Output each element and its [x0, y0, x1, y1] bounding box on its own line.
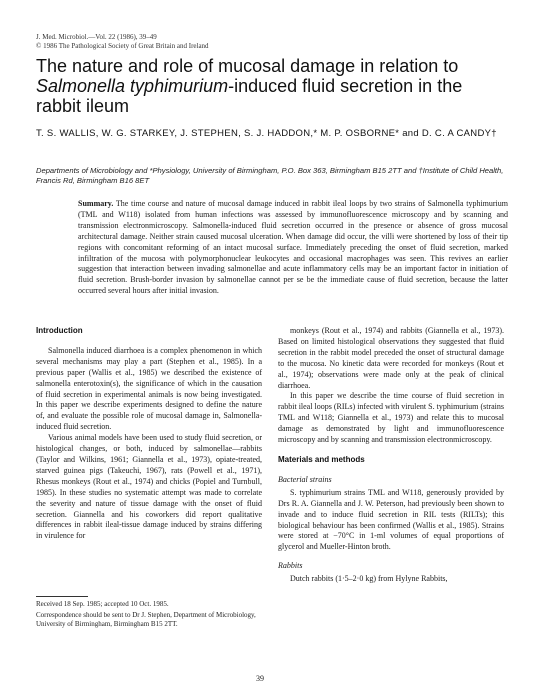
right-paragraph-2: In this paper we describe the time course of fluid secretion in rabbit ileal loops (RILs) infected with virulent S. typhimurium (strains TML and W118; Giannella et al., 1973) and relate this to mucosal damage as demonstrated by light and immunofluorescence microscopy and by scanning and transmission electronmicroscopy.: [278, 391, 504, 445]
title-organism: Salmonella typhimurium: [36, 76, 229, 96]
bacterial-strains-subheading: Bacterial strains: [278, 474, 332, 484]
summary-label: Summary.: [78, 199, 114, 208]
introduction-heading: Introduction: [36, 326, 83, 335]
footnote-rule: [36, 596, 88, 597]
journal-citation: J. Med. Microbiol.—Vol. 22 (1986), 39–49: [36, 33, 157, 41]
affiliations: Departments of Microbiology and *Physiology, University of Birmingham, P.O. Box 363, Birmingham B15 2TT and †Institute of Child Health, Francis Rd, Birmingham B16 8ET: [36, 166, 504, 185]
author-list: T. S. WALLIS, W. G. STARKEY, J. STEPHEN, S. J. HADDON,* M. P. OSBORNE* and D. C. A CANDY†: [36, 128, 497, 139]
summary-text: The time course and nature of mucosal damage induced in rabbit ileal loops by two strains of Salmonella typhimurium (TML and W118) isolated from human infections was assessed by immunofluorescence microscopy and by scanning and transmission electronmicroscopy. Salmonella-induced fluid secretion occurred in the presence or absence of gross mucosal architectural damage. Neither strain caused mucosal ulceration. When damage did occur, the villi were shortened by loss of their tip regions with concomitant reforming of an intact mucosal surface. Immediately preceding the onset of fluid secretion, marked infiltration of the mucosa with polymorphonuclear leukocytes and occasional macrophages was seen. This revives an earlier suggestion that interaction between invading salmonellae and acute inflammatory cells may be an important factor in initiation of fluid secretion. Brush-border invasion by salmonellae cannot per se be the immediate cause of fluid secretion, because the latter occurred several hours after initial invasion.: [78, 199, 508, 296]
journal-header: [36, 33, 209, 51]
copyright-line: © 1986 The Pathological Society of Great Britain and Ireland: [36, 42, 209, 50]
article-title: [36, 56, 506, 116]
title-part-2: -induced fluid secretion in the rabbit ileum: [36, 76, 463, 116]
methods-heading: Materials and methods: [278, 454, 365, 464]
received-note: Received 18 Sep. 1985; accepted 10 Oct. 1985.: [36, 600, 169, 608]
bacterial-strains-text: S. typhimurium strains TML and W118, generously provided by Drs R. A. Giannella and J. W. Peterson, had previously been shown to invade and to induce fluid secretion in RIL tests (RILTs); this biological behaviour has been confirmed (Wallis et al., 1985). Strains were stored at −70°C in 1-ml volumes of equal proportions of glycerol and Mueller-Hinton broth.: [278, 487, 504, 552]
right-column: [278, 326, 504, 585]
correspondence-note: Correspondence should be sent to Dr J. Stephen, Department of Microbiology, University of Birmingham, Birmingham B15 2TT.: [36, 611, 256, 628]
title-part-1: The nature and role of mucosal damage in relation to: [36, 56, 459, 76]
rabbits-text: Dutch rabbits (1·5–2·0 kg) from Hylyne Rabbits,: [290, 574, 448, 584]
rabbits-subheading: Rabbits: [278, 561, 303, 571]
summary-abstract: [78, 199, 508, 297]
intro-paragraph-2: Various animal models have been used to study fluid secretion, or histological changes, or both, induced by salmonellae—rabbits (Taylor and Wilkins, 1961; Giannella et al., 1973), opiate-treated, starved guinea pigs (Takeuchi, 1967), rats (Powell et al., 1971), Rhesus monkeys (Rout et al., 1974) and chicks (Popiel and Turnbull, 1985). In these studies no systematic attempt was made to correlate the severity and nature of tissue damage with the onset of fluid secretion. Giannella and his coworkers did report qualitative differences in rabbit ileal-tissue damage induced by strains differing in virulence for: [36, 433, 262, 541]
intro-paragraph-1: Salmonella induced diarrhoea is a complex phenomenon in which several mechanisms may play a part (Stephen et al., 1985). In a previous paper (Wallis et al., 1985) we described the existence of salmonella enterotoxin(s), the significance of which in the causation of fluid secretion in experimental animals is now being investigated. In this paper we describe experiments designed to define the nature of, and evaluate the possible role of mucosal damage in, Salmonella-induced fluid secretion.: [36, 345, 262, 432]
right-paragraph-1: monkeys (Rout et al., 1974) and rabbits (Giannella et al., 1973). Based on limited histological observations they suggested that fluid secretion in the rabbit model preceded the onset of structural damage to the mucosa. No kinetic data were recorded for monkeys (Rout et al., 1974); observations were made only at the peak of clinical diarrhoea.: [278, 326, 504, 390]
footnotes: [36, 600, 262, 631]
left-column: [36, 326, 262, 542]
page-number: 39: [256, 674, 264, 683]
